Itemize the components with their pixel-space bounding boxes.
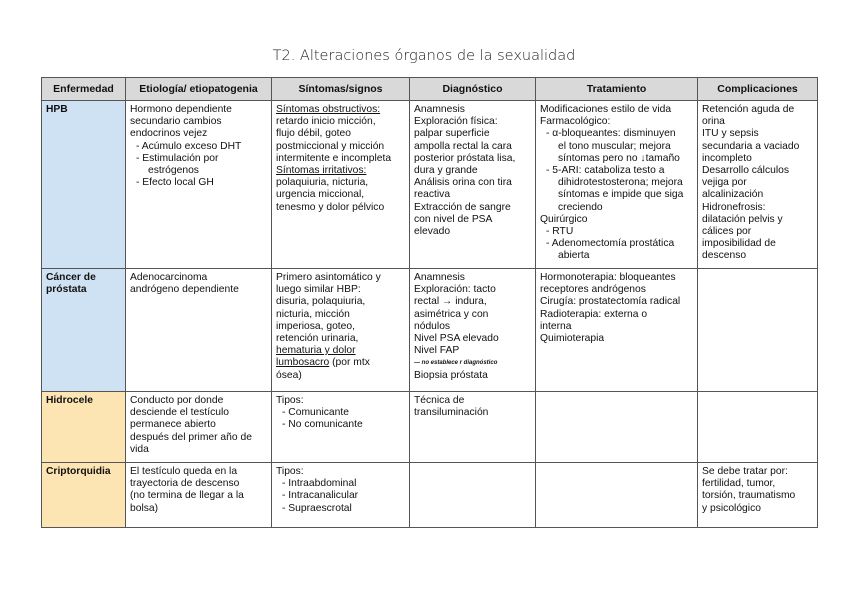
text-line: reactiva bbox=[414, 189, 451, 201]
text-line: secundaria a vaciado bbox=[702, 140, 800, 152]
text-line: Nivel FAP bbox=[414, 345, 460, 357]
etiologia-cell bbox=[126, 392, 272, 463]
underlined-text: lumbosacro bbox=[276, 357, 330, 369]
text-line: ITU y sepsis bbox=[702, 128, 759, 140]
list-item: - Efecto local GH bbox=[136, 177, 214, 189]
text-line: polaquiuria, nicturia, bbox=[276, 177, 369, 189]
text-line: estrógenos bbox=[148, 165, 199, 177]
complicaciones-cell bbox=[698, 463, 818, 528]
text-line: Anamnesis bbox=[414, 104, 465, 115]
text-line: disuria, polaquiuria, bbox=[276, 296, 366, 308]
list-item: - RTU bbox=[546, 226, 574, 238]
text-line: Cirugía: prostatectomía radical bbox=[540, 296, 681, 308]
text-line: rectal → indura, bbox=[414, 296, 487, 308]
header-enfermedad: Enfermedad bbox=[42, 78, 126, 101]
complicaciones-cell bbox=[698, 269, 818, 392]
text-line: imperiosa, goteo, bbox=[276, 320, 355, 332]
text-line: Retención aguda de bbox=[702, 104, 795, 115]
header-tratamiento: Tratamiento bbox=[536, 78, 698, 101]
text-line: cálices por bbox=[702, 226, 752, 238]
text-line: Tipos: bbox=[276, 466, 304, 477]
text-line: retención urinaria, bbox=[276, 333, 359, 345]
diagnostico-cell bbox=[410, 269, 536, 392]
text-line: trayectoria de descenso bbox=[130, 478, 240, 490]
text-line: el tono muscular; mejora bbox=[558, 140, 671, 152]
text-line: dihidrotestosterona; mejora bbox=[558, 177, 683, 189]
list-item: - α-bloqueantes: disminuyen bbox=[546, 128, 676, 140]
section-label: Síntomas obstructivos: bbox=[276, 104, 381, 115]
etiologia-cell bbox=[126, 463, 272, 528]
sintomas-cell bbox=[272, 101, 410, 269]
disease-name: HPB bbox=[42, 101, 126, 269]
text-line: después del primer año de bbox=[130, 431, 252, 443]
sintomas-cell bbox=[272, 392, 410, 463]
diagnostico-cell bbox=[410, 392, 536, 463]
text-line: transiluminación bbox=[414, 407, 489, 419]
text-line: Anamnesis bbox=[414, 272, 465, 283]
list-item: - Acúmulo exceso DHT bbox=[136, 140, 242, 152]
text-line: dura y grande bbox=[414, 165, 478, 177]
tratamiento-cell bbox=[536, 392, 698, 463]
list-item: - 5-ARI: cataboliza testo a bbox=[546, 165, 665, 177]
disease-name: Criptorquidia bbox=[42, 463, 126, 528]
text-line: Hormono dependiente bbox=[130, 104, 232, 115]
text-line: abierta bbox=[558, 250, 590, 262]
text-line: orina bbox=[702, 116, 725, 128]
diagnostico-cell bbox=[410, 101, 536, 269]
text-line bbox=[276, 357, 405, 369]
text-line: síntomas pero no ↓tamaño bbox=[558, 152, 680, 164]
text-line: Extracción de sangre bbox=[414, 201, 511, 213]
text-line: flujo débil, goteo bbox=[276, 128, 351, 140]
text-fragment: (por mtx bbox=[329, 357, 370, 369]
text-line: Nivel PSA elevado bbox=[414, 333, 499, 345]
text-line: ampolla rectal la cara bbox=[414, 140, 512, 152]
text-line: nicturia, micción bbox=[276, 308, 350, 320]
text-line: nódulos bbox=[414, 320, 451, 332]
text-line: Desarrollo cálculos bbox=[702, 165, 789, 177]
text-line: dilatación pelvis y bbox=[702, 213, 783, 225]
list-item: - Intraabdominal bbox=[282, 478, 357, 490]
text-line: El testículo queda en la bbox=[130, 466, 238, 477]
text-line: Biopsia próstata bbox=[414, 369, 488, 381]
text-line: Hormonoterapia: bloqueantes bbox=[540, 272, 676, 283]
text-line: andrógeno dependiente bbox=[130, 284, 239, 296]
text-line: Modificaciones estilo de vida bbox=[540, 104, 672, 115]
section-label: Síntomas irritativos: bbox=[276, 165, 367, 177]
text-line: descenso bbox=[702, 250, 747, 262]
text-line: Radioterapia: externa o bbox=[540, 308, 648, 320]
text-line: con nivel de PSA bbox=[414, 213, 493, 225]
header-etiologia: Etiología/ etiopatogenia bbox=[126, 78, 272, 101]
list-item: - Comunicante bbox=[282, 407, 349, 419]
text-line: incompleto bbox=[702, 152, 752, 164]
underlined-text: hematuria y dolor bbox=[276, 345, 356, 357]
text-line: luego similar HBP: bbox=[276, 284, 361, 296]
table-row-hidrocele bbox=[42, 392, 818, 463]
text-line: secundario cambios bbox=[130, 116, 222, 128]
disease-name: Hidrocele bbox=[42, 392, 126, 463]
text-line: Análisis orina con tira bbox=[414, 177, 512, 189]
text-line: Exploración física: bbox=[414, 116, 498, 128]
text-line: Adenocarcinoma bbox=[130, 272, 208, 283]
list-item: - Estimulación por bbox=[136, 152, 219, 164]
text-line: Quirúrgico bbox=[540, 213, 588, 225]
text-line: torsión, traumatismo bbox=[702, 490, 796, 502]
tratamiento-cell bbox=[536, 463, 698, 528]
text-line: bolsa) bbox=[130, 502, 159, 514]
text-line: ósea) bbox=[276, 369, 302, 381]
text-line: Tipos: bbox=[276, 395, 304, 406]
text-line: Conducto por donde bbox=[130, 395, 224, 406]
text-line: Hidronefrosis: bbox=[702, 201, 766, 213]
table-row-criptorquidia bbox=[42, 463, 818, 528]
etiologia-cell bbox=[126, 269, 272, 392]
text-line: desciende el testículo bbox=[130, 407, 230, 419]
table-row-hpb bbox=[42, 101, 818, 269]
text-line: asimétrica y con bbox=[414, 308, 489, 320]
text-line: Farmacológico: bbox=[540, 116, 611, 128]
sintomas-cell bbox=[272, 269, 410, 392]
text-line: Quimioterapia bbox=[540, 333, 605, 345]
text-line: retardo inicio micción, bbox=[276, 116, 376, 128]
text-line: Primero asintomático y bbox=[276, 272, 381, 283]
text-line: y psicológico bbox=[702, 502, 761, 514]
table-row-cancer-prostata bbox=[42, 269, 818, 392]
document-title: T2. Alteraciones órganos de la sexualidad bbox=[272, 48, 576, 64]
sintomas-cell bbox=[272, 463, 410, 528]
text-line: tenesmo y dolor pélvico bbox=[276, 201, 385, 213]
text-line: urgencia miccional, bbox=[276, 189, 365, 201]
text-line: alcalinización bbox=[702, 189, 764, 201]
text-line: Técnica de bbox=[414, 395, 465, 406]
complicaciones-cell bbox=[698, 101, 818, 269]
etiologia-cell bbox=[126, 101, 272, 269]
text-line: creciendo bbox=[558, 201, 603, 213]
tratamiento-cell bbox=[536, 101, 698, 269]
text-line: (no termina de llegar a la bbox=[130, 490, 244, 502]
text-line: intermitente e incompleta bbox=[276, 152, 392, 164]
disease-name: Cáncer de próstata bbox=[42, 269, 126, 392]
text-line: endocrinos vejez bbox=[130, 128, 208, 140]
text-line: fertilidad, tumor, bbox=[702, 478, 776, 490]
header-diagnostico: Diagnóstico bbox=[410, 78, 536, 101]
text-line: síntomas e impide que siga bbox=[558, 189, 684, 201]
list-item: - No comunicante bbox=[282, 419, 363, 431]
text-line: Exploración: tacto bbox=[414, 284, 496, 296]
complicaciones-cell bbox=[698, 392, 818, 463]
header-complicaciones: Complicaciones bbox=[698, 78, 818, 101]
text-line: palpar superficie bbox=[414, 128, 490, 140]
list-item: - Intracanalicular bbox=[282, 490, 359, 502]
text-line: permanece abierto bbox=[130, 419, 216, 431]
list-item: - Adenomectomía prostática bbox=[546, 238, 675, 250]
header-row bbox=[42, 78, 818, 101]
list-item: - Supraescrotal bbox=[282, 502, 352, 514]
text-line: elevado bbox=[414, 226, 451, 238]
header-sintomas: Síntomas/signos bbox=[272, 78, 410, 101]
text-line: imposibilidad de bbox=[702, 238, 776, 250]
text-line: posterior próstata lisa, bbox=[414, 152, 516, 164]
tratamiento-cell bbox=[536, 269, 698, 392]
text-line: interna bbox=[540, 320, 572, 332]
text-line: vida bbox=[130, 443, 149, 455]
text-line: postmiccional y micción bbox=[276, 140, 385, 152]
text-line: vejiga por bbox=[702, 177, 747, 189]
text-line: Se debe tratar por: bbox=[702, 466, 788, 477]
diseases-table bbox=[41, 77, 818, 528]
text-line: receptores andrógenos bbox=[540, 284, 646, 296]
small-note: — no establece r diagnóstico bbox=[414, 360, 498, 367]
diagnostico-cell bbox=[410, 463, 536, 528]
